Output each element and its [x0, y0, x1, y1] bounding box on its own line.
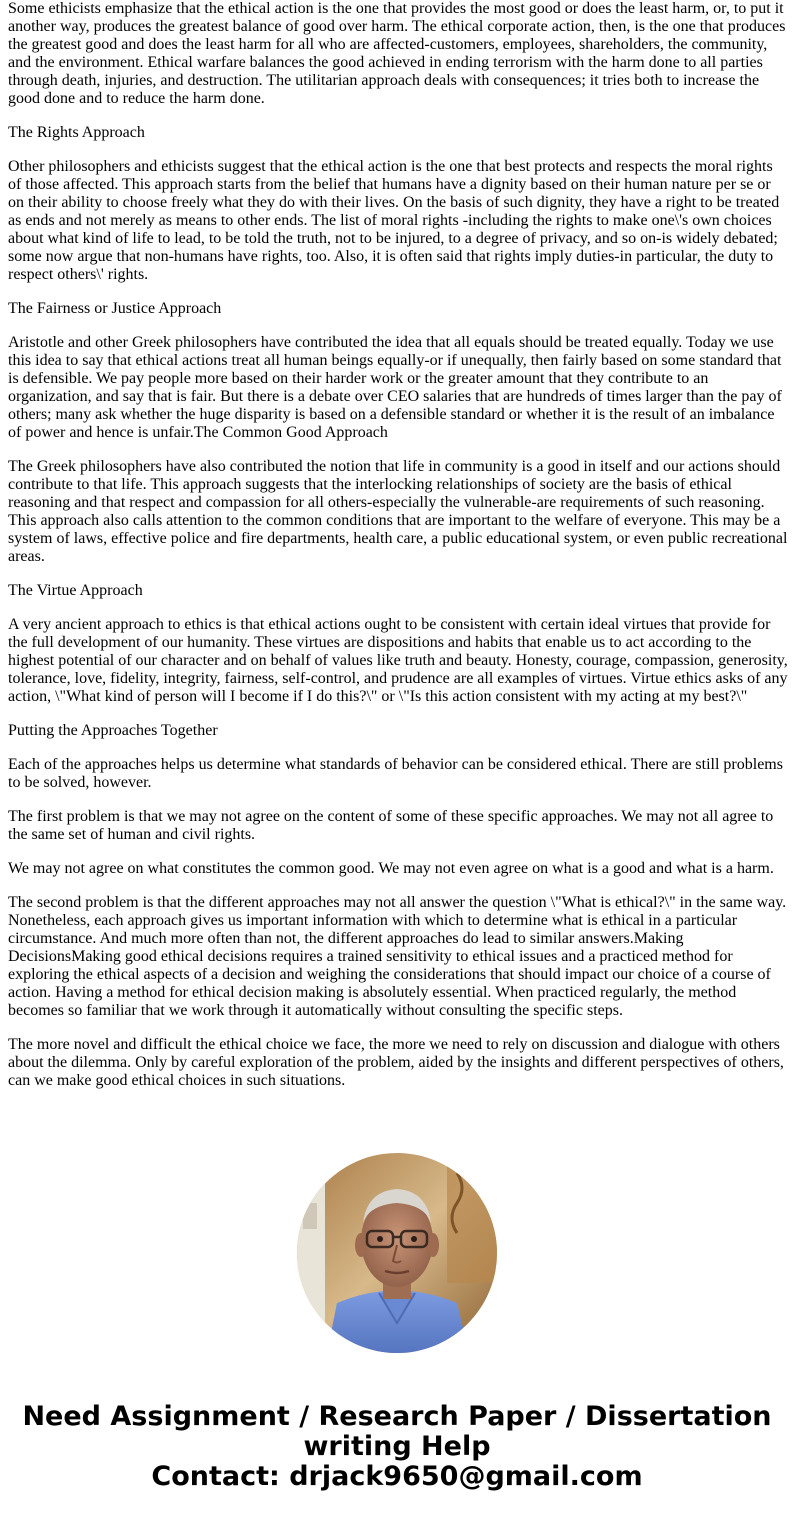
footer-line-assignment-help: Need Assignment / Research Paper / Dissertation	[22, 1401, 772, 1432]
paragraph-utilitarian: Some ethicists emphasize that the ethical action is the one that provides the most good or does the least harm, or, to put it another way, produces the greatest balance of good over harm. The ethical corporate action, then, is the one that produces the greatest good and does the least harm for all who are affected-customers, employees, shareholders, the community, and the environment. Ethical warfare balances the good achieved in ending terrorism with the harm done to all parties through death, injuries, and destruction. The utilitarian approach deals with consequences; it tries both to increase the good done and to reduce the harm done.	[8, 0, 786, 107]
paragraph-fairness: Aristotle and other Greek philosophers have contributed the idea that all equals should be treated equally. Today we use this idea to say that ethical actions treat all human beings equally-or if unequally, then fairly based on some standard that is defensible. We pay people more based on their harder work or the greater amount that they contribute to an organization, and say that is fair. But there is a debate over CEO salaries that are hundreds of times larger than the pay of others; many ask whether the huge disparity is based on a defensible standard or whether it is the result of an imbalance of power and hence is unfair.The Common Good Approach	[8, 334, 782, 441]
footer-line-writing-help: writing Help	[303, 1431, 491, 1462]
paragraph-novel-choice: The more novel and difficult the ethical choice we face, the more we need to rely on discussion and dialogue with others about the dilemma. Only by careful exploration of the problem, aided by the insights and different perspectives of others, can we make good ethical choices in such situations.	[8, 1036, 784, 1089]
paragraph-standards: Each of the approaches helps us determine what standards of behavior can be considered ethical. There are still problems to be solved, however.	[8, 756, 783, 791]
paragraph-rights: Other philosophers and ethicists suggest that the ethical action is the one that best protects and respects the moral rights of those affected. This approach starts from the belief that humans have a dignity based on their human nature per se or on their ability to choose freely what they do with their lives. On the basis of such dignity, they have a right to be treated as ends and not merely as means to other ends. The list of moral rights -including the rights to make one\'s own choices about what kind of life to lead, to be told the truth, not to be injured, to a degree of privacy, and so on-is widely debated; some now argue that non-humans have rights, too. Also, it is often said that rights imply duties-in particular, the duty to respect others\' rights.	[8, 158, 780, 283]
avatar	[297, 1153, 497, 1353]
heading-virtue-approach: The Virtue Approach	[8, 582, 143, 599]
paragraph-virtue: A very ancient approach to ethics is that ethical actions ought to be consistent with certain ideal virtues that provide for the full development of our humanity. These virtues are dispositions and habits that enable us to act according to the highest potential of our character and on behalf of values like truth and beauty. Honesty, courage, compassion, generosity, tolerance, love, fidelity, integrity, fairness, self-control, and prudence are all examples of virtues. Virtue ethics asks of any action, \"What kind of person will I become if I do this?\" or \"Is this action consistent with my acting at my best?\"	[8, 616, 788, 705]
paragraph-first-problem: The first problem is that we may not agree on the content of some of these specific approaches. We may not all agree to the same set of human and civil rights.	[8, 808, 774, 843]
contact-footer	[0, 1402, 794, 1492]
paragraph-common-good: The Greek philosophers have also contributed the notion that life in community is a good in itself and our actions should contribute to that life. This approach suggests that the interlocking relationships of society are the basis of ethical reasoning and that respect and compassion for all others-especially the vulnerable-are requirements of such reasoning. This approach also calls attention to the common conditions that are important to the welfare of everyone. This may be a system of laws, effective police and fire departments, health care, a public educational system, or even public recreational areas.	[8, 458, 788, 565]
heading-fairness-approach: The Fairness or Justice Approach	[8, 300, 222, 317]
paragraph-common-good-disagreement: We may not agree on what constitutes the common good. We may not even agree on what is a good and what is a harm.	[8, 860, 774, 877]
avatar-portrait-image	[297, 1153, 497, 1353]
heading-rights-approach: The Rights Approach	[8, 124, 145, 141]
article-body	[8, 0, 788, 1106]
footer-contact-email: Contact: drjack9650@gmail.com	[151, 1461, 643, 1492]
paragraph-second-problem: The second problem is that the different approaches may not all answer the question \"What is ethical?\" in the same way. Nonetheless, each approach gives us important information with which to determine what is ethical in a particular circumstance. And much more often than not, the different approaches do lead to similar answers.Making DecisionsMaking good ethical decisions requires a trained sensitivity to ethical issues and a practiced method for exploring the ethical aspects of a decision and weighing the considerations that should impact our choice of a course of action. Having a method for ethical decision making is absolutely essential. When practiced regularly, the method becomes so familiar that we work through it automatically without consulting the specific steps.	[8, 894, 787, 1019]
heading-putting-together: Putting the Approaches Together	[8, 722, 218, 739]
